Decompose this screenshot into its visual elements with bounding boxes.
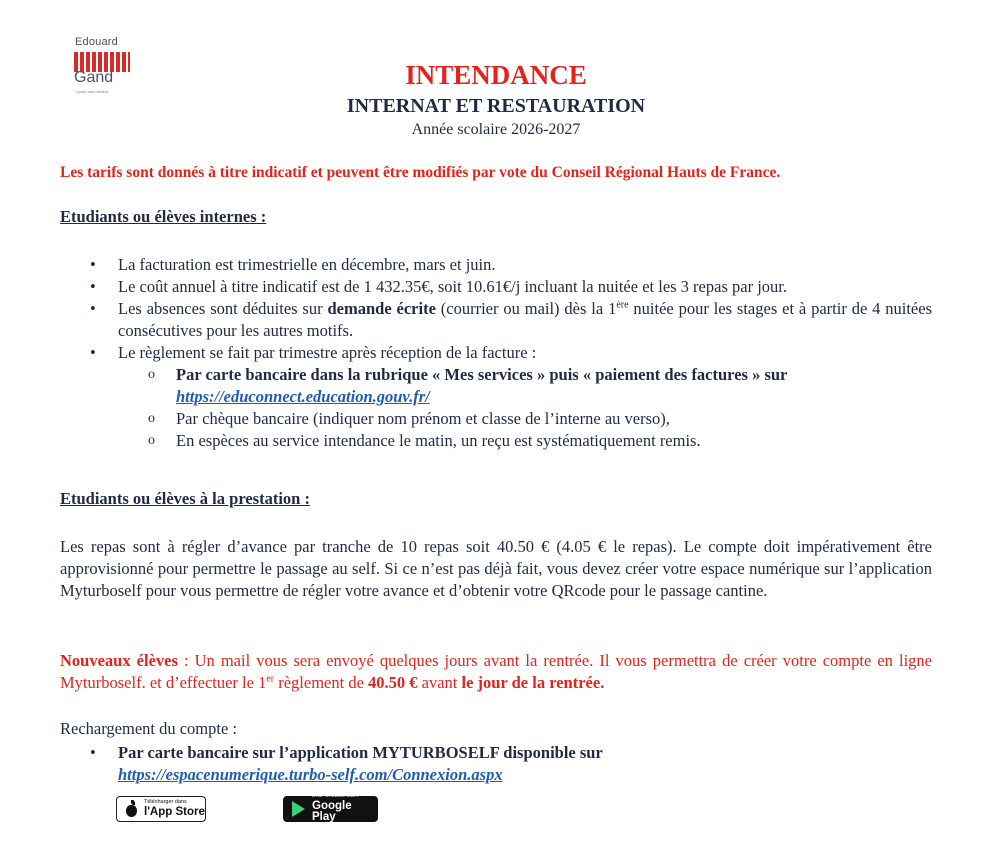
new-students-text-3: avant: [417, 673, 462, 692]
absence-text-2: (courrier ou mail) dès la 1: [435, 299, 617, 318]
absence-text: Les absences sont déduites sur: [118, 299, 328, 318]
prestation-heading: Etudiants ou élèves à la prestation :: [60, 489, 310, 508]
page-subtitle: INTERNAT ET RESTAURATION: [346, 95, 646, 117]
logo-tagline: Lycée des métiers: [76, 89, 109, 94]
apple-icon: [123, 799, 141, 819]
google-play-text: [312, 794, 377, 824]
recharge-list: [60, 742, 932, 786]
list-item: [118, 342, 932, 452]
app-store-text: [144, 800, 205, 818]
new-students-label: Nouveaux élèves: [60, 651, 178, 670]
new-students-text: : Un mail vous sera envoyé quelques jours avant la rentrée. Il vous permettra de créer votre compte en ligne Myturboself. et d’effectuer le 1: [60, 651, 932, 692]
new-students-sup: er: [266, 673, 275, 685]
list-item: [118, 276, 932, 298]
new-students-amount: 40.50 €: [368, 673, 418, 692]
google-play-icon: [292, 801, 305, 817]
list-item: [118, 254, 932, 276]
recharge-card-text: Par carte bancaire sur l’application MYTURBOSELF disponible sur: [118, 743, 603, 762]
new-students-notice: [60, 650, 932, 694]
card-payment-text: Par carte bancaire dans la rubrique « Mes services » puis « paiement des factures » sur: [176, 365, 788, 384]
list-item: [176, 408, 932, 430]
google-play-big-text: Google Play: [312, 799, 352, 824]
logo-text-top: Edouard: [75, 36, 118, 48]
annual-cost: Le coût annuel à titre indicatif est de 1 432.35€, soit 10.61€/j incluant la nuitée et les 3 repas par jour.: [118, 277, 787, 296]
school-year: Année scolaire 2026-2027: [411, 121, 581, 138]
internes-list: [60, 254, 932, 452]
new-students-text-2: règlement de: [274, 673, 369, 692]
google-play-small-text: DISPONIBLE SUR: [312, 793, 359, 800]
internes-heading: Etudiants ou élèves internes :: [60, 207, 267, 226]
list-item: [118, 742, 932, 786]
page-title: INTENDANCE: [405, 60, 587, 90]
google-play-badge[interactable]: [283, 793, 378, 824]
tariff-warning: Les tarifs sont donnés à titre indicatif et peuvent être modifiés par vote du Conseil Régional Hauts de France.: [60, 164, 781, 181]
list-item: [118, 298, 932, 342]
logo-text-bottom: Gand: [74, 69, 114, 86]
payment-methods-list: [118, 364, 932, 452]
educonnect-link[interactable]: https://educonnect.education.gouv.fr/: [176, 387, 430, 406]
prestation-paragraph: Les repas sont à régler d’avance par tranche de 10 repas soit 40.50 € (4.05 € le repas). Le compte doit impérativement être approvisionné pour permettre le passage au self. Si ce n’est pas déjà fait, vous devez créer votre espace numérique sur l’application Myturboself pour vous permettre de régler votre avance et d’obtenir votre QRcode pour le passage cantine.: [60, 537, 932, 600]
list-item: [176, 364, 932, 408]
app-store-badge[interactable]: [116, 796, 206, 822]
cheque-payment-text: Par chèque bancaire (indiquer nom prénom et classe de l’interne au verso),: [176, 409, 670, 428]
absence-sup: ère: [616, 299, 629, 311]
recharge-heading: Rechargement du compte :: [60, 719, 238, 738]
cash-payment-text: En espèces au service intendance le matin, un reçu est systématiquement remis.: [176, 431, 701, 450]
app-store-small-text: Télécharger dans: [144, 799, 187, 805]
turboself-link[interactable]: https://espacenumerique.turbo-self.com/Connexion.aspx: [118, 765, 503, 784]
app-store-big-text: l'App Store: [144, 805, 205, 818]
new-students-deadline: le jour de la rentrée.: [461, 673, 605, 692]
billing-frequency: La facturation est trimestrielle en décembre, mars et juin.: [118, 255, 496, 274]
list-item: [176, 430, 932, 452]
absence-bold: demande écrite: [327, 299, 436, 318]
absence-text-3: nuitée pour les stages et à partir de 4 nuitées consécutives pour les autres motifs.: [118, 299, 932, 340]
payment-intro: Le règlement se fait par trimestre après réception de la facture :: [118, 343, 537, 362]
